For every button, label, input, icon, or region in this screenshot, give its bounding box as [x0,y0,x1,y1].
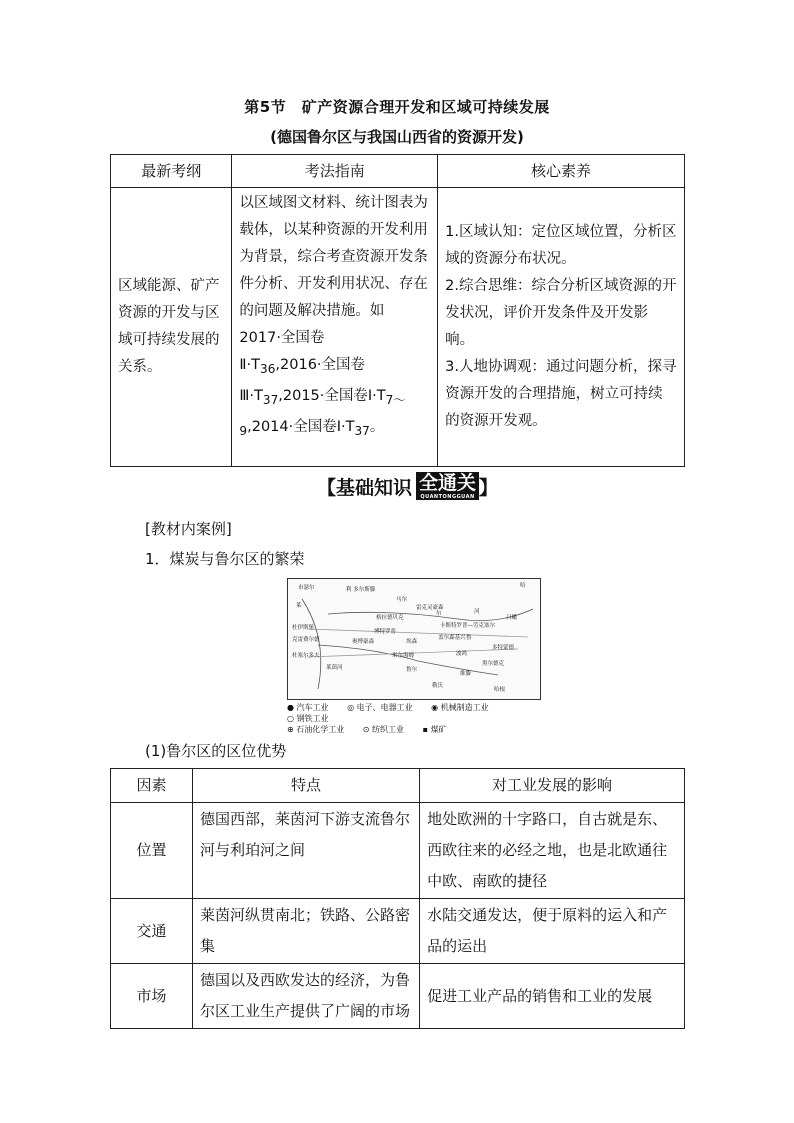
legend-item: ◉ 机械制造工业 [431,703,489,712]
map-label: 河 [474,609,480,615]
map-label: 哈根 [494,687,506,693]
legend-label: 电子、电器工业 [356,703,413,712]
header-cell: 最新考纲 [111,155,232,188]
impact-cell: 水陆交通发达，便于原料的运入和产品的运出 [420,899,685,964]
ruhr-map [287,578,541,700]
map-label: 市瑟尔 [298,585,315,591]
map-label: 博特罗普 [374,629,397,635]
map-label: 利 多尔斯滕 [346,587,376,593]
header-cell: 对工业发展的影响 [420,769,685,803]
section-heading: 1．煤炭与鲁尔区的繁荣 [145,550,305,568]
banner-left: 【基础知识 [317,476,413,499]
method-ref: ,2014·全国卷Ⅰ·T [247,418,355,435]
factor-cell: 交通 [111,899,193,964]
map-label: 维滕 [460,671,472,677]
table-row [111,803,685,899]
map-label: 杜塞尔多夫 [292,653,320,659]
method-ref: 9 [239,423,248,438]
method-ref: 37 [262,392,279,407]
table-header-row [111,769,685,803]
legend-label: 石油化学工业 [296,725,345,734]
header-cell: 因素 [111,769,193,803]
map-label: 鲁尔 [406,667,418,673]
map-label: 埃森 [406,639,418,645]
legend-item: ⊙ 纺织工业 [362,725,405,734]
method-ref: 。 [369,418,385,435]
legend-item: ◎ 电子、电器工业 [347,703,413,712]
factor-cell: 市场 [111,964,193,1029]
table-header-row [111,155,685,188]
map-label: 奥博豪森 [352,639,375,645]
map-label: 米尔海姆 [392,653,415,659]
table-row [111,899,685,964]
method-ref: ,2015·全国卷Ⅰ·T [278,387,386,404]
literacy-item: 1.区域认知：定位区域位置，分析区域的资源分布状况。 [445,224,677,267]
map-label: 哈 [520,583,526,589]
map-label: 勒沃 [432,683,444,689]
railway-line [308,629,528,637]
literacy-item: 2.综合思维：综合分析区域资源的开发状况，评价开发条件及开发影响。 [445,278,677,348]
map-label: 卡斯特罗普—劳克塞尔 [440,623,496,629]
map-label: 雷克灵豪森 [416,605,444,611]
legend-label: 汽车工业 [296,703,329,712]
legend-label: 煤矿 [430,725,447,734]
header-cell: 核心素养 [438,155,685,188]
map-label: 尔 [436,611,442,617]
factor-cell: 位置 [111,803,193,899]
header-cell: 特点 [193,769,420,803]
method-ref: ,2016·全国卷 [275,357,366,373]
method-ref: 7～ [385,392,406,407]
literacy-cell [438,188,685,467]
banner-right: 】 [479,476,499,499]
map-label: 克雷费尔德 [292,637,320,643]
map-label: 吕嫩 [506,615,518,621]
method-ref: Ⅱ·T [239,357,261,373]
section-banner [317,471,498,501]
page-title: 第5节 矿产资源合理开发和区域可持续发展 [244,98,550,116]
map-label: 鲁 [466,635,472,641]
exam-guide-table [110,154,685,467]
subheading: (1)鲁尔区的区位优势 [145,742,287,760]
table-row [111,188,685,467]
map-label: 格拉德贝克 [376,615,404,621]
method-ref: 37 [354,423,370,438]
map-label: 马尔 [396,597,408,603]
section-label: [教材内案例] [145,520,232,538]
table-row [111,964,685,1029]
banner-highlight-text: 全通关 [419,472,477,494]
header-cell: 考法指南 [232,155,438,188]
legend-item: ○ 钢铁工业 [287,714,329,723]
page-subtitle: (德国鲁尔区与我国山西省的资源开发) [270,128,524,146]
feature-cell: 莱茵河纵贯南北；铁路、公路密集 [193,899,420,964]
legend-item: ● 汽车工业 [287,703,329,712]
map-label: 波鸿 [456,651,468,657]
location-advantage-table [110,768,685,1029]
map-label: 盖尔森基兴 [438,635,466,641]
literacy-item: 3.人地协调观：通过问题分析，探寻资源开发的合理措施，树立可持续的资源开发观。 [445,359,677,429]
rhine-river [302,599,321,689]
map-label: 杜伊斯堡 [292,625,315,631]
method-ref: 36 [260,361,276,376]
legend-label: 机械制造工业 [440,703,489,712]
legend-label: 纺织工业 [372,725,405,734]
impact-cell: 促进工业产品的销售和工业的发展 [420,964,685,1029]
impact-cell: 地处欧洲的十字路口，自古就是东、西欧往来的必经之地，也是北欧通往中欧、南欧的捷径 [420,803,685,899]
banner-highlight-pinyin: QUANTONGGUAN [420,494,475,500]
legend-item: ⊕ 石油化学工业 [287,725,345,734]
method-text: 以区域图文材料、统计图表为载体，以某种资源的开发利用为背景，综合考查资源开发条件分析、开发利用状况、存在的问题及解决措施。如 2017·全国卷 [239,195,428,346]
map-label: 莱 [296,603,302,609]
feature-cell: 德国以及西欧发达的经济，为鲁尔区工业生产提供了广阔的市场 [193,964,420,1029]
syllabus-cell: 区域能源、矿产资源的开发与区域可持续发展的关系。 [111,188,232,467]
map-label: 黑尔德克 [482,661,505,667]
map-legend [287,702,549,735]
legend-label: 钢铁工业 [296,714,329,723]
map-label: 莱茵河 [326,665,343,671]
method-cell [232,188,438,467]
legend-item: ▪ 煤矿 [422,725,447,734]
map-label: 多特蒙德 [492,645,515,651]
banner-highlight [416,472,479,500]
feature-cell: 德国西部，莱茵河下游支流鲁尔河与利珀河之间 [193,803,420,899]
method-ref: Ⅲ·T [239,387,263,404]
